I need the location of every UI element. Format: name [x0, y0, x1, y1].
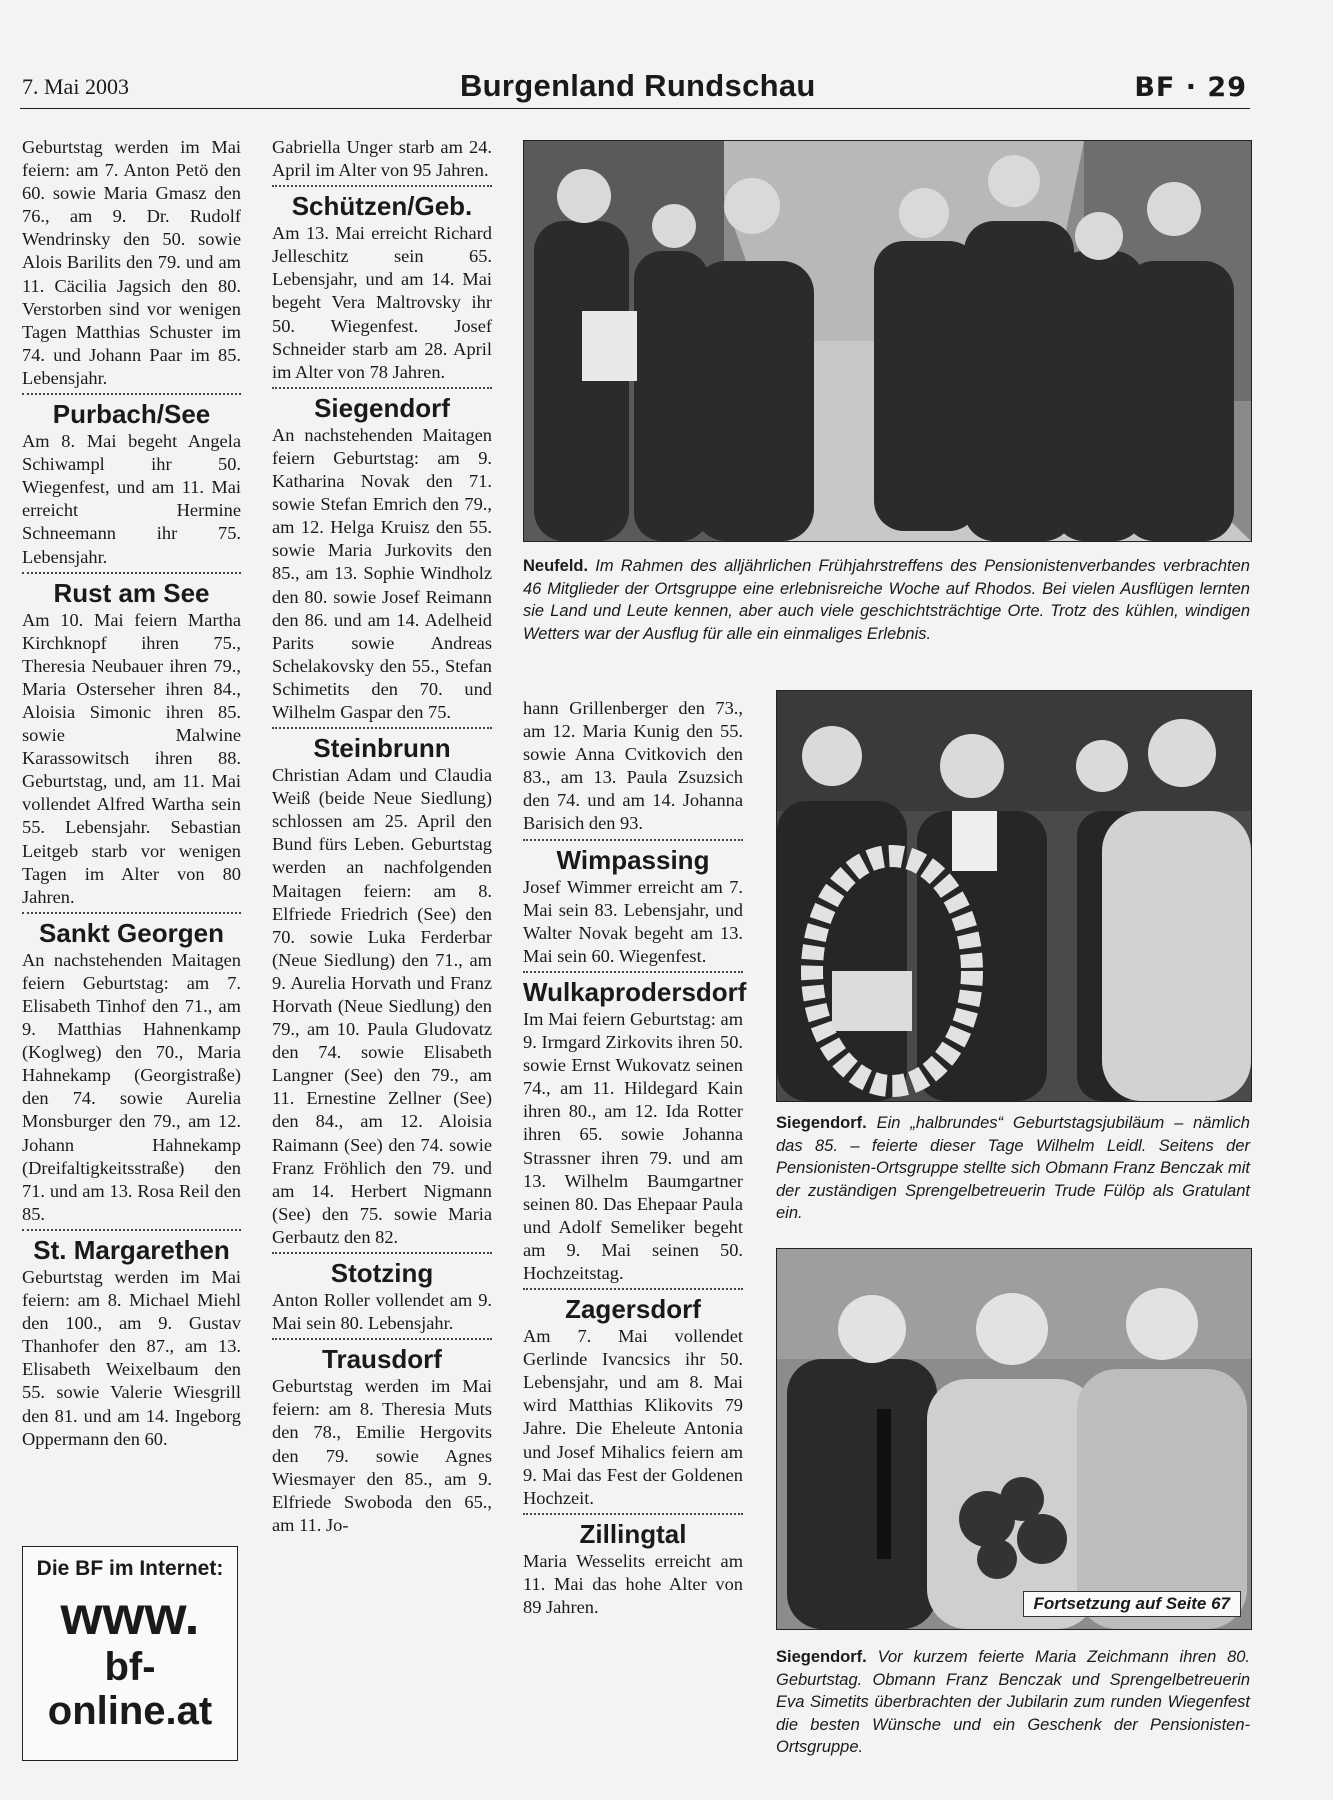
photo-zeichmann [776, 1248, 1252, 1630]
page-number: BF · 29 [1134, 72, 1247, 103]
caption-leidl-text: Ein „halbrundes“ Geburtstagsjubiläum – nämlich das 85. – feierte dieser Tage Wilhelm Leidl. Seitens der Pensionisten-Ortsgruppe stellte sich Obmann Franz Benczak mit der zuständigen Sprengelbetreuerin Trude Fülöp als Gratulant ein. [776, 1114, 1250, 1222]
header-rule [20, 108, 1250, 109]
column-2-intro: Gabriella Unger starb am 24. April im Alter von 95 Jahren. [272, 137, 492, 181]
internet-box-label: Die BF im Internet: [36, 1557, 224, 1580]
photo-neufeld-group [523, 140, 1252, 542]
text-schuetzen: Am 13. Mai erreicht Richard Jelleschitz sein 65. Lebensjahr, und am 14. Mai begeht Vera Maltrovsky ihr 50. Wiegenfest. Josef Schneider starb am 28. April im Alter von 78 Jahren. [272, 223, 492, 382]
caption-zeichmann-place: Siegendorf. [776, 1648, 867, 1666]
heading-siegendorf: Siegendorf [272, 387, 492, 423]
internet-box-url-2[interactable]: bf- [104, 1645, 156, 1689]
text-zagersdorf: Am 7. Mai vollendet Gerlinde Ivancsics ihr 50. Lebensjahr, und am 8. Mai wird Matthias Klikovits 79 Jahre. Die Eheleute Antonia und Josef Mihalics feiern am 9. Mai das Fest der Goldenen Hochzeit. [523, 1326, 743, 1508]
caption-leidl-place: Siegendorf. [776, 1114, 867, 1132]
issue-date: 7. Mai 2003 [22, 74, 129, 99]
column-3 [523, 697, 747, 1619]
text-purbach: Am 8. Mai begeht Angela Schiwampl ihr 50. Wiegenfest, und am 11. Mai erreicht Hermine Schneemann ihr 75. Lebensjahr. [22, 431, 241, 567]
internet-box [22, 1546, 238, 1761]
text-siegendorf: An nachstehenden Maitagen feiern Geburtstag: am 9. Katharina Novak den 71. sowie Stefan Emrich den 79., am 12. Helga Kruisz den 55. sowie Maria Jurkovits den 85., am 13. Sophie Windholz den 80. sowie Josef Reimann den 86. und am 14. Adelheid Parits sowie Andreas Schelakovsky den 55., Stefan Schimetits den 70. und Wilhelm Gaspar den 75. [272, 424, 492, 722]
heading-zagersdorf: Zagersdorf [523, 1288, 743, 1324]
heading-zillingtal: Zillingtal [523, 1513, 743, 1549]
internet-box-url-1[interactable]: www. [60, 1586, 200, 1646]
text-st-margarethen: Geburtstag werden im Mai feiern: am 8. Michael Miehl den 100., am 9. Gustav Thanhofer den 87., am 13. Elisabeth Weixelbaum den 55. sowie Valerie Wiesgrill den 81. und am 14. Ingeborg Oppermann den 60. [22, 1266, 241, 1449]
text-zillingtal: Maria Wesselits erreicht am 11. Mai das hohe Alter von 89 Jahren. [523, 1550, 743, 1617]
heading-stotzing: Stotzing [272, 1252, 492, 1288]
photo-neufeld-image [524, 141, 1251, 541]
text-steinbrunn: Christian Adam und Claudia Weiß (beide Neue Siedlung) schlossen am 25. April den Bund fürs Leben. Geburtstag werden an nachfolgenden Maitagen feiern: am 8. Elfriede Friedrich (See) den 70. sowie Luka Ferderbar (Neue Siedlung) den 71., am 9. Aurelia Horvath und Franz Horvath (Neue Siedlung) den 79., am 10. Paula Gludovatz den 74. sowie Elisabeth Langner (See) den 79., am 11. Ernestine Zellner (See) den 84., am 12. Aloisia Raimann (See) den 74. sowie Franz Fröhlich den 79. und am 14. Herbert Nigmann (See) den 75. sowie Maria Gerbautz den 82. [272, 765, 492, 1247]
text-rust: Am 10. Mai feiern Martha Kirchknopf ihren 75., Theresia Neubauer ihren 79., Maria Osterseher ihren 84., Aloisia Simonic ihren 85. sowie Malwine Karassowitsch ihren 88. Geburtstag, und, am 11. Mai vollendet Alfred Wartha sein 55. Lebensjahr. Sebastian Leitgeb starb vor wenigen Tagen im Alter von 80 Jahren. [22, 609, 241, 907]
column-1-intro: Geburtstag werden im Mai feiern: am 7. Anton Petö den 60. sowie Maria Gmasz den 76., am 9. Dr. Rudolf Wendrinsky den 50. sowie Alois Barilits den 79. und am 11. Cäcilia Jagsich den 80. Verstorben sind vor wenigen Tagen Matthias Schuster im 74. und Johann Paar im 85. Lebensjahr. [22, 137, 241, 388]
column-2 [272, 136, 492, 1537]
caption-zeichmann [776, 1646, 1250, 1759]
heading-st-margarethen: St. Margarethen [22, 1229, 241, 1265]
photo-leidl [776, 690, 1252, 1102]
heading-sankt-georgen: Sankt Georgen [22, 912, 241, 948]
heading-wulkaprodersdorf: Wulkaprodersdorf [523, 971, 743, 1007]
column-3-intro: hann Grillenberger den 73., am 12. Maria Kunig den 55. sowie Anna Cvitkovich den 83., am 13. Paula Zsuzsich den 74. und am 14. Johanna Barisich den 93. [523, 698, 743, 834]
internet-box-url-3[interactable]: online.at [47, 1689, 213, 1733]
text-wimpassing: Josef Wimmer erreicht am 7. Mai sein 83. Lebensjahr, und Walter Novak begeht am 13. Mai sein 60. Wiegenfest. [523, 876, 743, 966]
text-sankt-georgen: An nachstehenden Maitagen feiern Geburtstag: am 7. Elisabeth Tinhof den 71., am 9. Matthias Hahnenkamp (Koglweg) den 70., Maria Hahnekamp (Georgistraße) den 74. sowie Aurelia Monsburger den 79., am 12. Johann Hahnekamp (Dreifaltigkeitsstraße) den 71. und am 13. Rosa Reil den 85. [22, 949, 241, 1224]
text-wulkaprodersdorf: Im Mai feiern Geburtstag: am 9. Irmgard Zirkovits ihren 50. sowie Ernst Wukovatz seinen 74., am 11. Hildegard Kain ihren 80., am 12. Ida Rotter ihren 65. sowie Johanna Strassner ihren 79. und am 13. Wilhelm Baumgartner seinen 80. Das Ehepaar Paula und Adolf Semeliker begeht am 9. Mai seinen 50. Hochzeitstag. [523, 1008, 743, 1283]
heading-steinbrunn: Steinbrunn [272, 727, 492, 763]
caption-zeichmann-text: Vor kurzem feierte Maria Zeichmann ihren 80. Geburtstag. Obmann Franz Benczak und Sprengelbetreuerin Eva Simetits überbrachten der Jubilarin zum runden Wiegenfest die besten Wünsche und ein Geschenk der Pensionisten-Ortsgruppe. [776, 1648, 1251, 1756]
heading-purbach: Purbach/See [22, 393, 241, 429]
caption-neufeld-text: Im Rahmen des alljährlichen Frühjahrstreffens des Pensionistenverbandes verbrachten 46 Mitglieder der Ortsgruppe eine erlebnisreiche Woche auf Rhodos. Bei vielen Ausflügen lernten sie Land und Leute kennen, aber auch viele geschichtsträchtige Orte. Trotz des kühlen, windigen Wetters war der Ausflug für alle ein einmaliges Erlebnis. [523, 557, 1250, 643]
heading-trausdorf: Trausdorf [272, 1338, 492, 1374]
text-trausdorf: Geburtstag werden im Mai feiern: am 8. Theresia Muts den 78., Emilie Hergovits den 79. sowie Agnes Wiesmayer den 85., am 9. Elfriede Swoboda den 65., am 11. Jo- [272, 1376, 492, 1535]
newspaper-title: Burgenland Rundschau [460, 68, 816, 103]
heading-rust: Rust am See [22, 572, 241, 608]
caption-neufeld-place: Neufeld. [523, 557, 589, 575]
column-1 [22, 136, 241, 1451]
caption-neufeld [523, 555, 1250, 645]
text-stotzing: Anton Roller vollendet am 9. Mai sein 80. Lebensjahr. [272, 1290, 492, 1334]
caption-leidl [776, 1112, 1250, 1225]
heading-schuetzen: Schützen/Geb. [272, 185, 492, 221]
continuation-note: Fortsetzung auf Seite 67 [1023, 1591, 1241, 1617]
photo-zeichmann-image [777, 1249, 1251, 1629]
photo-leidl-image [777, 691, 1251, 1101]
heading-wimpassing: Wimpassing [523, 839, 743, 875]
